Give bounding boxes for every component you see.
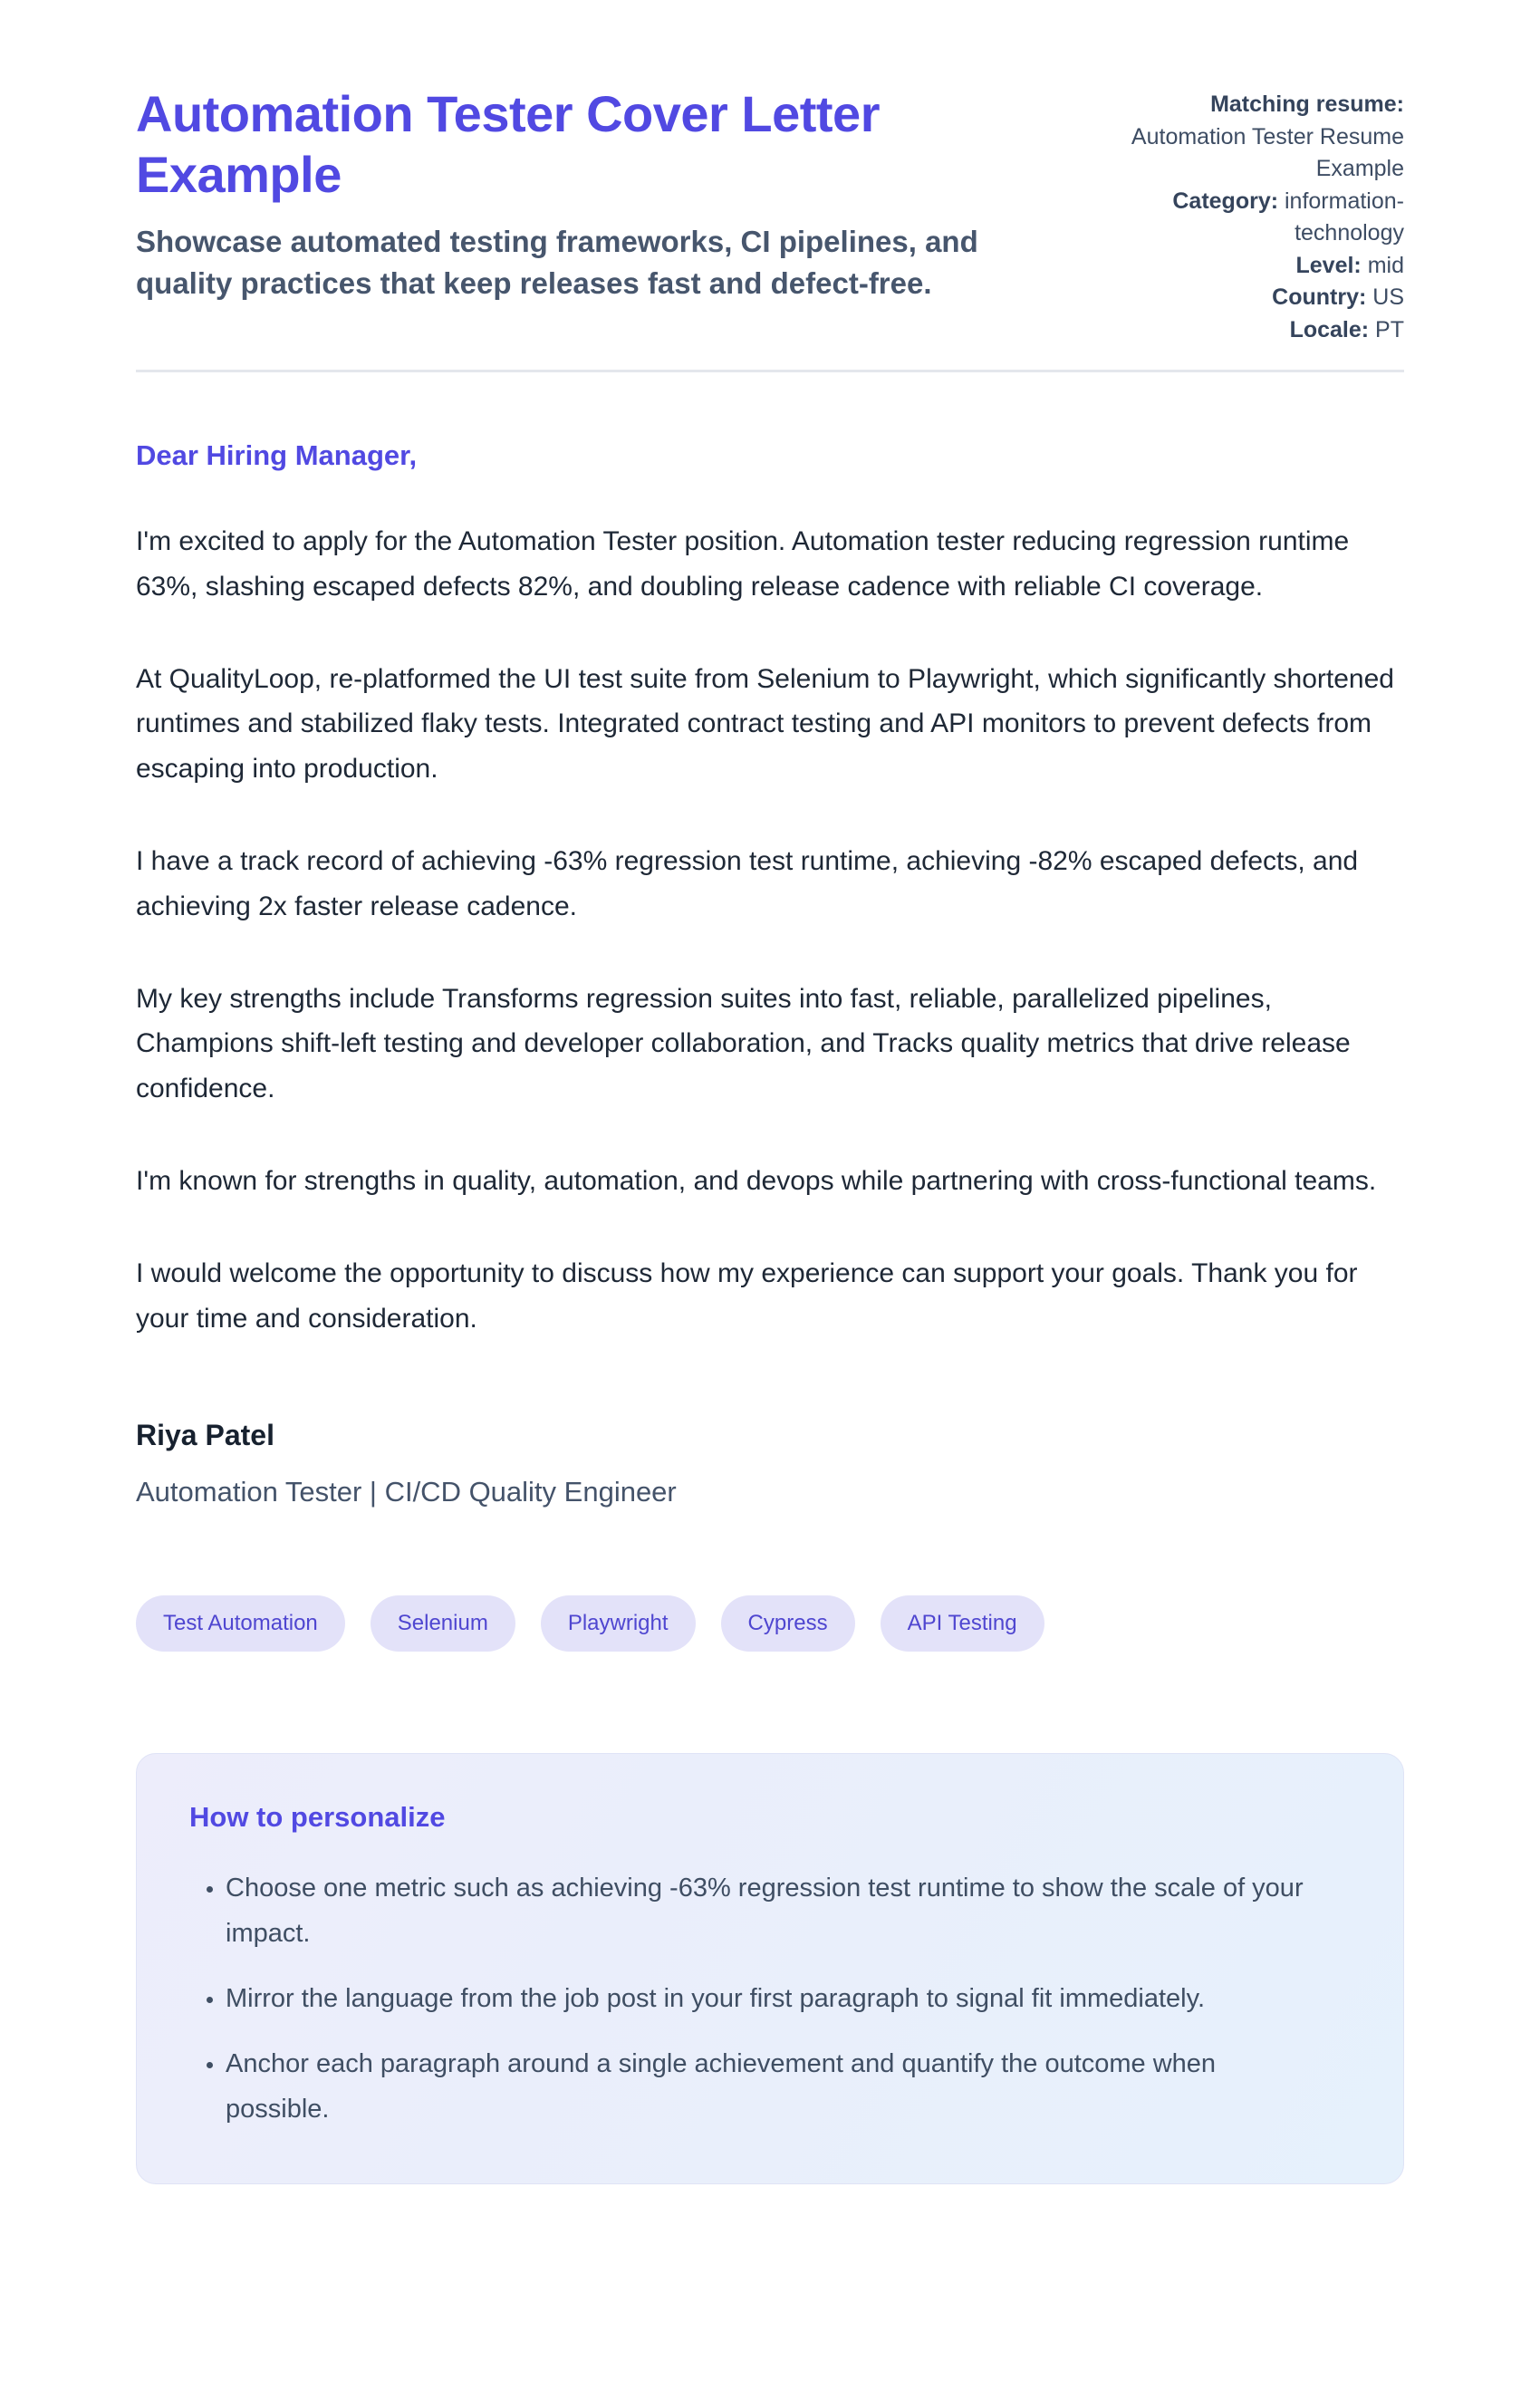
page-subtitle: Showcase automated testing frameworks, CI pipelines, and quality practices that keep releases fast and defect-free. <box>136 225 978 300</box>
tag-test-automation[interactable]: Test Automation <box>136 1595 345 1652</box>
tag-api-testing[interactable]: API Testing <box>881 1595 1044 1652</box>
skill-tags <box>136 1595 1404 1652</box>
tag-playwright[interactable]: Playwright <box>541 1595 696 1652</box>
tag-cypress[interactable]: Cypress <box>721 1595 855 1652</box>
meta-level-value: mid <box>1367 252 1404 278</box>
meta-matching-resume-value: Automation Tester Resume Example <box>1131 123 1404 181</box>
page-header <box>136 83 1404 346</box>
meta-level-label: Level: <box>1295 252 1368 278</box>
letter-paragraph: I'm known for strengths in quality, automation, and devops while partnering with cross-functional teams. <box>136 1165 1377 1196</box>
cover-letter-body <box>136 439 1404 1508</box>
resume-meta-panel <box>1114 83 1404 346</box>
tips-heading: How to personalize <box>189 1801 446 1834</box>
tip-item: • Anchor each paragraph around a single achievement and quantify the outcome when possible. <box>226 2042 1322 2133</box>
letter-paragraph: I have a track record of achieving -63% regression test runtime, achieving -82% escaped defects, and achieving 2x faster release cadence. <box>136 845 1359 921</box>
header-title-block <box>136 83 1042 303</box>
meta-matching-resume-label: Matching resume: <box>1210 92 1404 117</box>
header-divider <box>136 370 1404 372</box>
how-to-personalize-box <box>136 1753 1404 2183</box>
signature-title: Automation Tester | CI/CD Quality Engineer <box>136 1476 677 1508</box>
meta-country <box>1114 282 1404 314</box>
meta-level <box>1114 250 1404 283</box>
meta-country-value: US <box>1372 284 1404 310</box>
letter-paragraph: I would welcome the opportunity to discuss how my experience can support your goals. Thank you for your time and consideration. <box>136 1257 1358 1334</box>
meta-matching-resume <box>1114 89 1404 186</box>
signature-block <box>136 1419 1404 1508</box>
meta-locale-label: Locale: <box>1289 316 1376 342</box>
meta-locale-value: PT <box>1375 316 1404 342</box>
tip-item: • Choose one metric such as achieving -63% regression test runtime to show the scale of your impact. <box>226 1866 1322 1957</box>
meta-locale <box>1114 314 1404 347</box>
tag-selenium[interactable]: Selenium <box>371 1595 515 1652</box>
page-title: Automation Tester Cover Letter Example <box>136 85 880 204</box>
tip-item: • Mirror the language from the job post in your first paragraph to signal fit immediately. <box>226 1977 1322 2022</box>
letter-paragraph: I'm excited to apply for the Automation Tester position. Automation tester reducing regression runtime 63%, slashing escaped defects 82%, and doubling release cadence with reliable CI coverage. <box>136 526 1350 602</box>
meta-category-value: information-technology <box>1285 188 1404 246</box>
letter-paragraph: My key strengths include Transforms regression suites into fast, reliable, parallelized pipelines, Champions shift-left testing and developer collaboration, and Tracks quality metrics that drive release confidence. <box>136 983 1351 1104</box>
signature-name: Riya Patel <box>136 1419 274 1452</box>
meta-country-label: Country: <box>1272 284 1373 310</box>
letter-paragraph: At QualityLoop, re-platformed the UI test suite from Selenium to Playwright, which significantly shortened runtimes and stabilized flaky tests. Integrated contract testing and API monitors to prevent defects from escaping into production. <box>136 663 1394 785</box>
meta-category <box>1114 186 1404 250</box>
letter-greeting: Dear Hiring Manager, <box>136 439 418 471</box>
tips-list <box>189 1866 1351 2132</box>
meta-category-label: Category: <box>1172 188 1285 214</box>
